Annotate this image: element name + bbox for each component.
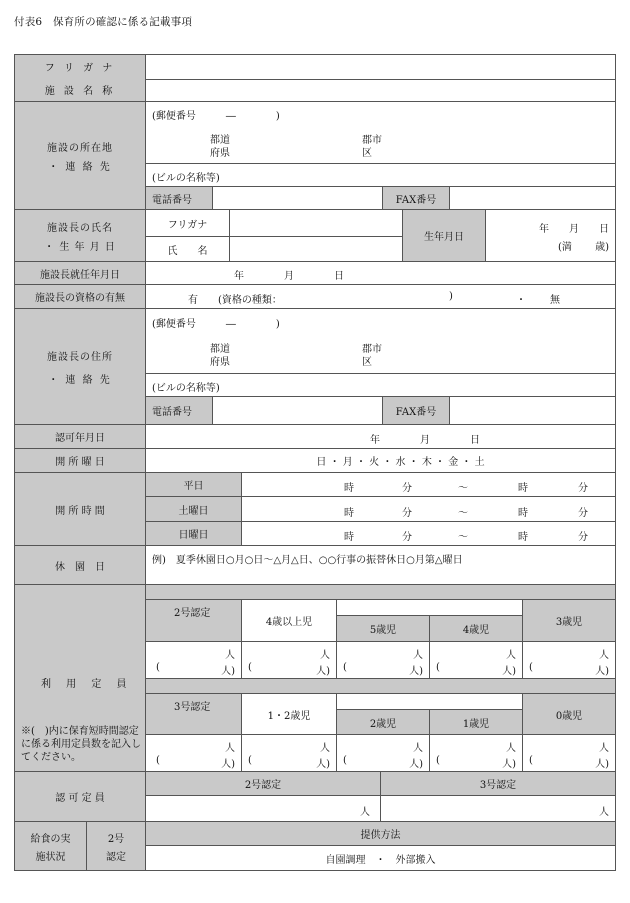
saturday-end-min: 分 xyxy=(578,508,588,519)
weekday-label: 平日 xyxy=(145,472,242,497)
approval-ymd: 年 月 日 xyxy=(370,435,480,446)
age5-header: 5歳児 xyxy=(336,615,430,642)
approved-cert3-nin: 人 xyxy=(599,807,609,818)
age12-nin: 人 xyxy=(320,743,330,754)
open-hours-label: 開 所 時 間 xyxy=(14,472,146,546)
director-furigana-label: フリガナ xyxy=(145,209,230,237)
approval-date-label: 認可年月日 xyxy=(14,424,146,449)
director-address-field[interactable] xyxy=(145,308,616,374)
age0-header: 0歳児 xyxy=(522,693,616,735)
holiday-start-min: 分 xyxy=(402,532,412,543)
director-phone-label: 電話番号 xyxy=(145,396,213,425)
holiday-label: 日曜日 xyxy=(145,521,242,546)
qual-no: 無 xyxy=(550,295,560,306)
cert3-total-cell[interactable] xyxy=(145,734,242,772)
furigana-label: フ リ ガ ナ xyxy=(44,63,116,74)
saturday-end-hour: 時 xyxy=(518,508,528,519)
approved-cert2-header: 2号認定 xyxy=(145,771,381,796)
holiday-end-min: 分 xyxy=(578,532,588,543)
cert2-total-nin: 人 xyxy=(225,650,235,661)
cert3-total-pclose: 人) xyxy=(221,759,235,770)
open-days-value: 日 ・ 月 ・ 火 ・ 水 ・ 木 ・ 金 ・ 土 xyxy=(316,457,485,468)
age2-popen: ( xyxy=(343,755,347,766)
age12-pclose: 人) xyxy=(316,759,330,770)
closed-days-field[interactable] xyxy=(145,545,616,585)
closed-days-example: 例) 夏季休園日○月○日～△月△日、○○行事の振替休日○月第△曜日 xyxy=(152,555,463,566)
age12-label: 1・2歳児 xyxy=(267,710,311,722)
building-label: (ビルの名称等) xyxy=(152,173,220,184)
director-building-field[interactable] xyxy=(145,373,616,397)
director-label-line1: 施設長の氏名 xyxy=(47,222,113,234)
saturday-tilde: ～ xyxy=(458,508,468,519)
director-fax-label: FAX番号 xyxy=(382,396,450,425)
cert3-total-nin: 人 xyxy=(225,743,235,754)
weekday-end-hour: 時 xyxy=(518,483,528,494)
cert2-header xyxy=(145,599,242,642)
age5-cell[interactable] xyxy=(336,641,430,679)
age5-pclose: 人) xyxy=(409,666,423,677)
qualification-label: 施設長の資格の有無 xyxy=(14,284,146,309)
age1-header: 1歳児 xyxy=(429,709,523,735)
meal-label xyxy=(14,821,87,871)
age0-popen: ( xyxy=(529,755,533,766)
age4plus-cell[interactable] xyxy=(241,641,337,679)
provision-method-value: 自園調理 ・ 外部搬入 xyxy=(325,854,436,866)
director-pref-2: 府県 xyxy=(210,357,230,368)
approved-cert3-cell[interactable] xyxy=(380,795,616,822)
director-name-field[interactable] xyxy=(229,236,403,262)
form-table xyxy=(14,54,616,871)
holiday-tilde: ～ xyxy=(458,532,468,543)
director-furigana-field[interactable] xyxy=(229,209,403,237)
age4plus-pclose: 人) xyxy=(316,666,330,677)
location-label xyxy=(14,101,146,210)
cert3-total-popen: ( xyxy=(156,755,160,766)
furigana-field[interactable] xyxy=(145,54,616,80)
qual-yes: 有 (資格の種類： xyxy=(188,295,282,306)
age4-cell[interactable] xyxy=(429,641,523,679)
fax-label: FAX番号 xyxy=(382,186,450,210)
cert2-total-pclose: 人) xyxy=(221,666,235,677)
age12-span xyxy=(336,693,523,710)
director-phone-field[interactable] xyxy=(212,396,383,425)
director-label xyxy=(14,209,146,262)
cert2-total-cell[interactable] xyxy=(145,641,242,679)
qualification-field[interactable] xyxy=(145,284,616,309)
age4-header: 4歳児 xyxy=(429,615,523,642)
approved-cert2-cell[interactable] xyxy=(145,795,381,822)
director-pref-1: 都道 xyxy=(210,344,230,355)
director-address-label xyxy=(14,308,146,425)
pref-label-1: 都道 xyxy=(210,135,230,146)
age1-nin: 人 xyxy=(506,743,516,754)
saturday-label: 土曜日 xyxy=(145,496,242,522)
appointment-ymd: 年 月 日 xyxy=(234,271,344,282)
age4-nin: 人 xyxy=(506,650,516,661)
saturday-start-hour: 時 xyxy=(344,508,354,519)
weekday-start-hour: 時 xyxy=(344,483,354,494)
holiday-hours-field[interactable] xyxy=(241,521,616,546)
age12-cell[interactable] xyxy=(241,734,337,772)
age0-pclose: 人) xyxy=(595,759,609,770)
director-label-line2: ・ 生 年 月 日 xyxy=(44,241,116,253)
meal-cert-line2: 認定 xyxy=(106,851,126,863)
weekday-start-min: 分 xyxy=(402,483,412,494)
cert3-label: 3号認定 xyxy=(174,702,211,713)
facility-name-field[interactable] xyxy=(145,79,616,102)
director-address-line1: 施設長の住所 xyxy=(47,351,113,363)
qual-dot: ・ xyxy=(516,295,526,306)
holiday-end-hour: 時 xyxy=(518,532,528,543)
capacity-label: 利 用 定 員 xyxy=(41,679,133,690)
address-field[interactable] xyxy=(145,101,616,164)
meal-label-line2: 施状況 xyxy=(35,851,66,863)
provision-method-header: 提供方法 xyxy=(145,821,616,846)
age2-header: 2歳児 xyxy=(336,709,430,735)
approved-capacity-label: 認 可 定 員 xyxy=(14,771,146,822)
location-label-line1: 施設の所在地 xyxy=(47,142,113,154)
age4-pclose: 人) xyxy=(502,666,516,677)
age3-popen: ( xyxy=(529,662,533,673)
age0-nin: 人 xyxy=(599,743,609,754)
approved-cert2-nin: 人 xyxy=(360,807,370,818)
cert2-total-popen: ( xyxy=(156,662,160,673)
saturday-start-min: 分 xyxy=(402,508,412,519)
open-days-field[interactable] xyxy=(145,448,616,473)
capacity-top-band xyxy=(145,584,616,600)
provision-method-field[interactable] xyxy=(145,845,616,871)
age2-pclose: 人) xyxy=(409,759,423,770)
director-city-1: 郡市 xyxy=(362,344,382,355)
age3-cell[interactable] xyxy=(522,641,616,679)
cert3-header xyxy=(145,693,242,735)
age5-popen: ( xyxy=(343,662,347,673)
location-label-line2: ・ 連 絡 先 xyxy=(48,161,112,173)
holiday-start-hour: 時 xyxy=(344,532,354,543)
director-address-line2: ・ 連 絡 先 xyxy=(48,374,112,386)
age3-pclose: 人) xyxy=(595,666,609,677)
meal-cert-label xyxy=(86,821,146,871)
qual-close: ) xyxy=(449,291,453,302)
city-label-1: 郡市 xyxy=(362,135,382,146)
appointment-field[interactable] xyxy=(145,261,616,285)
birthdate-field[interactable] xyxy=(485,209,616,262)
meal-label-line1: 給食の実 xyxy=(30,833,71,845)
age12-header xyxy=(241,693,337,735)
weekday-hours-field[interactable] xyxy=(241,472,616,497)
age3-header: 3歳児 xyxy=(522,599,616,642)
approval-date-field[interactable] xyxy=(145,424,616,449)
age1-pclose: 人) xyxy=(502,759,516,770)
fax-field[interactable] xyxy=(449,186,616,210)
age4plus-label: 4歳以上児 xyxy=(265,617,313,628)
birthdate-age: (満 歳) xyxy=(558,242,609,253)
approved-cert3-header: 3号認定 xyxy=(380,771,616,796)
director-building-label: (ビルの名称等) xyxy=(152,383,220,394)
phone-label: 電話番号 xyxy=(145,186,213,210)
capacity-label-cell xyxy=(14,584,146,772)
age12-popen: ( xyxy=(248,755,252,766)
weekday-tilde: ～ xyxy=(458,483,468,494)
birthdate-ymd: 年 月 日 xyxy=(539,224,609,235)
saturday-hours-field[interactable] xyxy=(241,496,616,522)
age4plus-header xyxy=(241,599,337,642)
city-label-2: 区 xyxy=(362,148,372,159)
age4plus-popen: ( xyxy=(248,662,252,673)
age5-nin: 人 xyxy=(413,650,423,661)
closed-days-label: 休 園 日 xyxy=(14,545,146,585)
age4plus-span xyxy=(336,599,523,616)
age1-popen: ( xyxy=(436,755,440,766)
appointment-label: 施設長就任年月日 xyxy=(14,261,146,285)
capacity-note: ※( )内に保育短時間認定に係る利用定員数を記入してください。 xyxy=(21,726,141,763)
age2-cell[interactable] xyxy=(336,734,430,772)
facility-name-label xyxy=(14,54,146,102)
phone-field[interactable] xyxy=(212,186,383,210)
age2-nin: 人 xyxy=(413,743,423,754)
capacity-mid-band xyxy=(145,678,616,694)
meal-cert-line1: 2号 xyxy=(107,833,125,845)
cert2-label: 2号認定 xyxy=(174,608,211,619)
open-days-label: 開 所 曜 日 xyxy=(14,448,146,473)
age3-nin: 人 xyxy=(599,650,609,661)
director-shimei-label: 氏 名 xyxy=(145,236,230,262)
director-fax-field[interactable] xyxy=(449,396,616,425)
birthdate-label: 生年月日 xyxy=(402,209,486,262)
name-label: 施 設 名 称 xyxy=(44,86,116,97)
age0-cell[interactable] xyxy=(522,734,616,772)
age4-popen: ( xyxy=(436,662,440,673)
building-field[interactable] xyxy=(145,163,616,187)
pref-label-2: 府県 xyxy=(210,148,230,159)
director-city-2: 区 xyxy=(362,357,372,368)
director-postal-label: (郵便番号 ― ) xyxy=(152,319,280,330)
weekday-end-min: 分 xyxy=(578,483,588,494)
age1-cell[interactable] xyxy=(429,734,523,772)
page-title: 付表6 保育所の確認に係る記載事項 xyxy=(14,16,193,28)
postal-label: (郵便番号 ― ) xyxy=(152,111,280,122)
age4plus-nin: 人 xyxy=(320,650,330,661)
